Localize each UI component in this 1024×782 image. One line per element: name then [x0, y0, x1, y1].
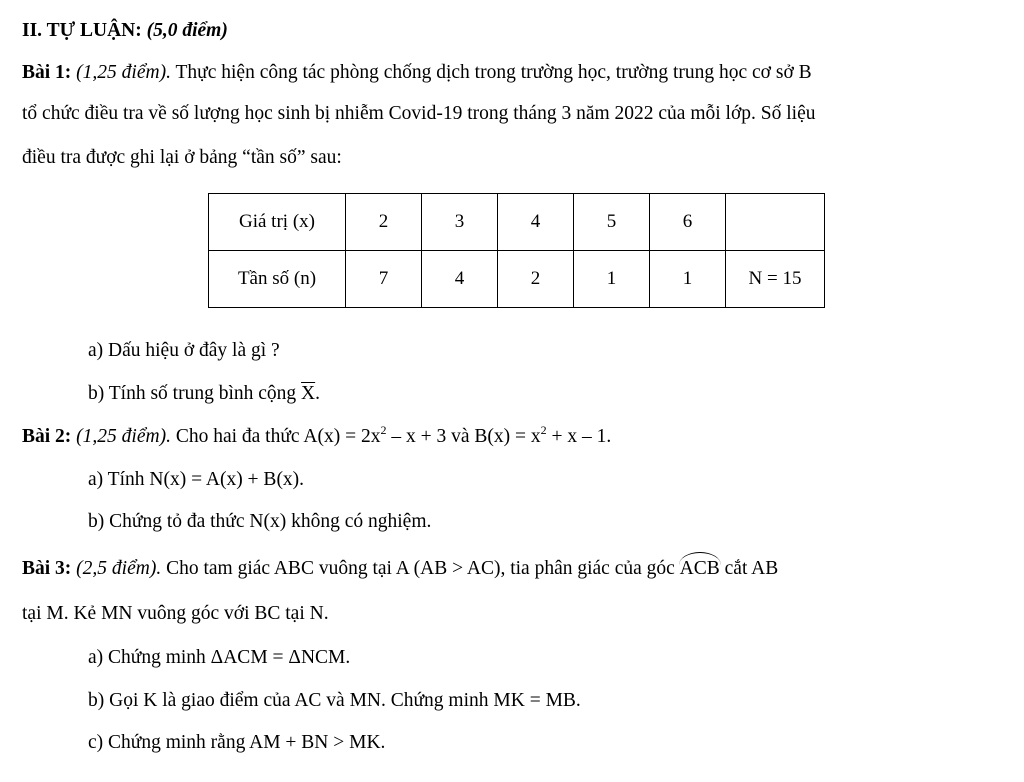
bai2-line1 [22, 423, 612, 447]
bai3-line1 [22, 559, 778, 579]
bai1-question-b [88, 384, 320, 404]
bai1-line3: điều tra được ghi lại ở bảng “tần số” sau: [22, 147, 342, 168]
bai2-end: + x – 1. [546, 426, 612, 447]
bai1-question-a: a) Dấu hiệu ở đây là gì ? [88, 340, 280, 361]
bai2-question-a: a) Tính N(x) = A(x) + B(x). [88, 469, 305, 490]
bai3-question-c: c) Chứng minh rằng AM + BN > MK. [88, 732, 386, 753]
bai3-line2: tại M. Kẻ MN vuông góc với BC tại N. [22, 603, 329, 624]
table-total: N = 15 [726, 251, 825, 308]
table-cell: 4 [422, 251, 498, 308]
bai2-label: Bài 2: [22, 426, 72, 447]
table-cell: 6 [650, 194, 726, 251]
table-cell: 5 [574, 194, 650, 251]
bai3-label: Bài 3: [22, 558, 72, 579]
bai3-question-b: b) Gọi K là giao điểm của AC và MN. Chứng minh MK = MB. [88, 690, 581, 711]
mean-symbol: $\overline{X}$ [301, 383, 316, 404]
bai3-question-a: a) Chứng minh ΔACM = ΔNCM. [88, 647, 351, 668]
bai1-points: (1,25 điểm). [76, 62, 171, 83]
table-cell-empty [726, 194, 825, 251]
exponent: 2 [380, 423, 387, 437]
table-header-frequency: Tần số (n) [209, 251, 346, 308]
table-cell: 3 [422, 194, 498, 251]
table-row-values [209, 194, 825, 251]
table-cell: 2 [346, 194, 422, 251]
table-cell: 4 [498, 194, 574, 251]
table-cell: 1 [650, 251, 726, 308]
table-row-frequencies [209, 251, 825, 308]
bai1-label: Bài 1: [22, 62, 72, 83]
bai1-text-1: Thực hiện công tác phòng chống dịch trong trường học, trường trung học cơ sở B [175, 62, 812, 83]
section-title: II. TỰ LUẬN: [22, 20, 142, 41]
bai1-b-text: b) Tính số trung bình cộng [88, 383, 297, 404]
angle-acb: ACB [679, 558, 720, 579]
bai1-b-end: . [315, 383, 321, 404]
bai2-question-b: b) Chứng tỏ đa thức N(x) không có nghiệm. [88, 511, 432, 532]
table-header-value: Giá trị (x) [209, 194, 346, 251]
section-heading [22, 21, 228, 41]
bai2-mid: – x + 3 và B(x) = x [386, 426, 541, 447]
bai2-intro: Cho hai đa thức A(x) = 2x [175, 426, 381, 447]
bai1-line2: tổ chức điều tra về số lượng học sinh bị nhiễm Covid-19 trong tháng 3 năm 2022 của mỗi lớp. Số liệu [22, 103, 816, 124]
bai3-text-1-end: cắt AB [724, 558, 779, 579]
section-points: (5,0 điểm) [146, 20, 228, 41]
exponent: 2 [540, 423, 547, 437]
bai3-text-1: Cho tam giác ABC vuông tại A (AB > AC), tia phân giác của góc [166, 558, 675, 579]
frequency-table [208, 193, 825, 308]
bai1-line1 [22, 63, 812, 83]
table-cell: 2 [498, 251, 574, 308]
table-cell: 7 [346, 251, 422, 308]
table-cell: 1 [574, 251, 650, 308]
bai3-points: (2,5 điểm). [76, 558, 162, 579]
bai2-points: (1,25 điểm). [76, 426, 171, 447]
